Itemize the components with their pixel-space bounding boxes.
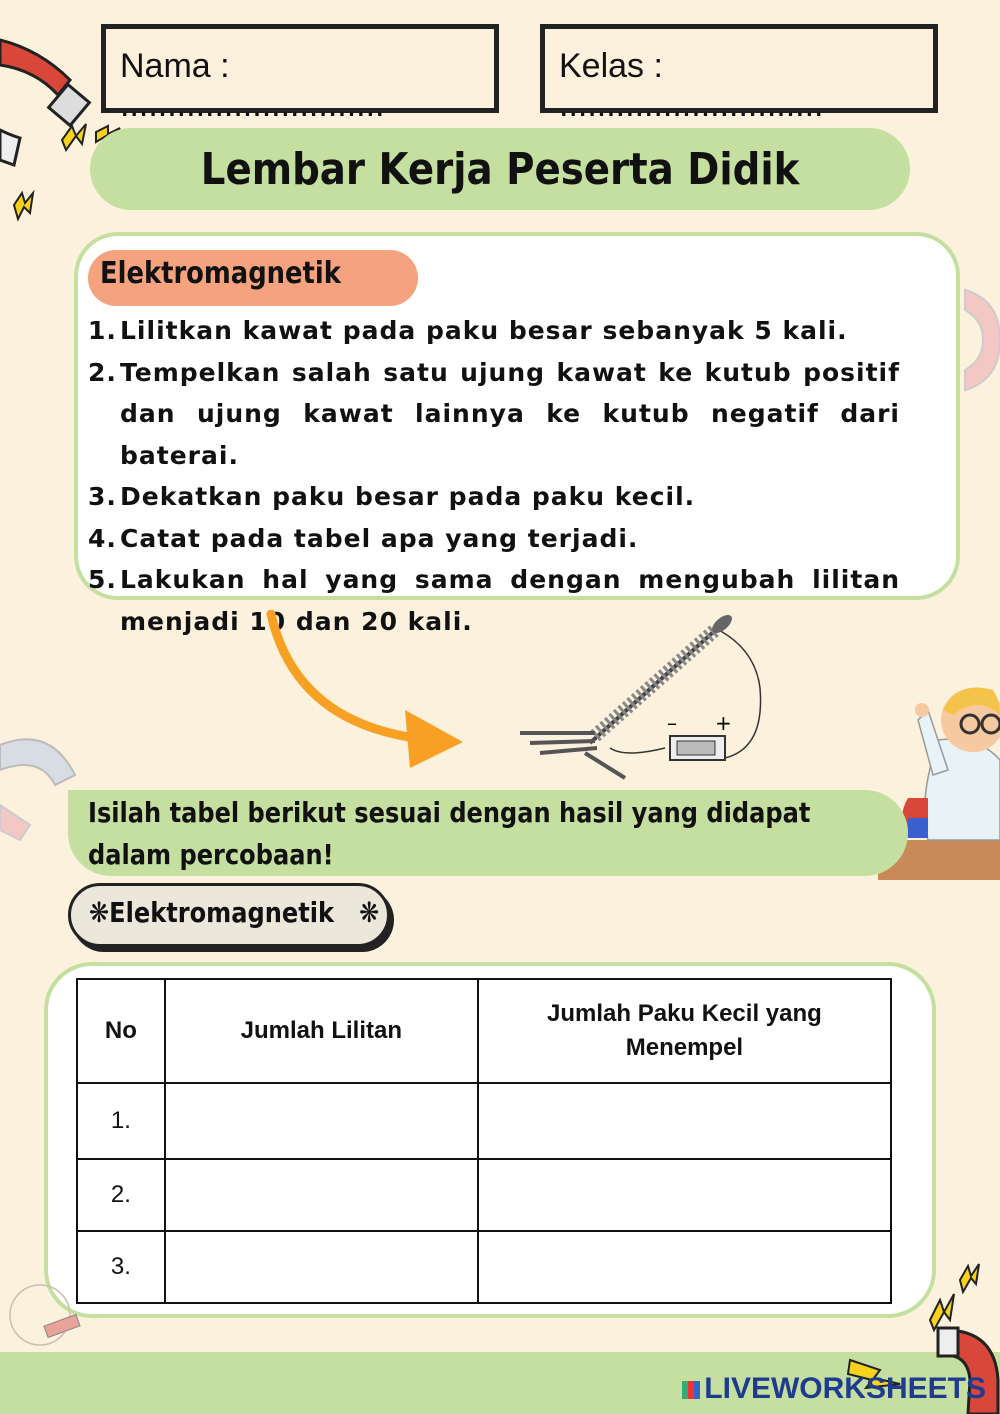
step-item: [88, 476, 900, 518]
header-jumlah-lilitan: Jumlah Lilitan: [165, 979, 478, 1083]
step-text: Catat pada tabel apa yang terjadi.: [120, 523, 639, 553]
lilitan-cell[interactable]: [165, 1083, 478, 1159]
magnet-faded-icon: [955, 280, 1000, 400]
kelas-field[interactable]: [540, 24, 938, 124]
battery-minus-label: –: [667, 711, 677, 735]
step-number: 2.: [88, 357, 117, 387]
paku-cell[interactable]: [478, 1083, 891, 1159]
step-text: Tempelkan salah satu ujung kawat ke kutub positif dan ujung kawat lainnya ke kutub negatif dari baterai.: [120, 357, 900, 470]
table-row: [77, 1231, 891, 1303]
title-banner: [90, 128, 910, 210]
step-item: [88, 559, 900, 642]
header-jumlah-paku: Jumlah Paku Kecil yang Menempel: [478, 979, 891, 1083]
step-item: [88, 352, 900, 477]
steps-list: [88, 310, 900, 642]
lilitan-cell[interactable]: [165, 1159, 478, 1231]
table-row: [77, 1083, 891, 1159]
paku-cell[interactable]: [478, 1159, 891, 1231]
instruction-text: Isilah tabel berikut sesuai dengan hasil yang didapat dalam percobaan!: [88, 796, 811, 871]
step-number: 5.: [88, 565, 117, 594]
table-tag-label: ❋Elektromagnetik ❋: [89, 896, 380, 929]
results-table: [76, 978, 892, 1304]
row-number: 2.: [77, 1159, 165, 1231]
liveworksheets-logo: [682, 1372, 986, 1406]
step-text: Lilitkan kawat pada paku besar sebanyak 5 kali.: [120, 316, 848, 345]
step-text: Lakukan hal yang sama dengan mengubah lilitan menjadi 10 dan 20 kali.: [120, 565, 900, 636]
instruction-banner: [68, 790, 908, 876]
step-item: [88, 310, 900, 352]
nama-field[interactable]: [101, 24, 499, 124]
kelas-label: Kelas : ............................: [559, 47, 824, 124]
step-number: 3.: [88, 482, 117, 511]
electromagnet-nail-illustration: [515, 608, 765, 788]
table-row: [77, 1159, 891, 1231]
step-number: 4.: [88, 523, 117, 553]
header-no: No: [77, 979, 165, 1083]
section-tag-label: Elektromagnetik: [100, 256, 341, 291]
logo-mark-icon: [682, 1381, 700, 1399]
logo-text: LIVEWORKSHEETS: [704, 1372, 986, 1405]
step-number: 1.: [88, 316, 117, 345]
table-tag: [68, 883, 390, 947]
table-header-row: [77, 979, 891, 1083]
curved-arrow-icon: [265, 610, 475, 770]
row-number: 1.: [77, 1083, 165, 1159]
battery-plus-label: +: [715, 711, 732, 735]
step-item: [88, 518, 900, 560]
nama-label: Nama : ............................: [120, 47, 385, 124]
page-title: Lembar Kerja Peserta Didik: [200, 143, 800, 195]
compass-sketch-icon: [0, 1270, 90, 1360]
row-number: 3.: [77, 1231, 165, 1303]
section-tag: [88, 250, 418, 306]
lilitan-cell[interactable]: [165, 1231, 478, 1303]
step-text: Dekatkan paku besar pada paku kecil.: [120, 482, 696, 511]
